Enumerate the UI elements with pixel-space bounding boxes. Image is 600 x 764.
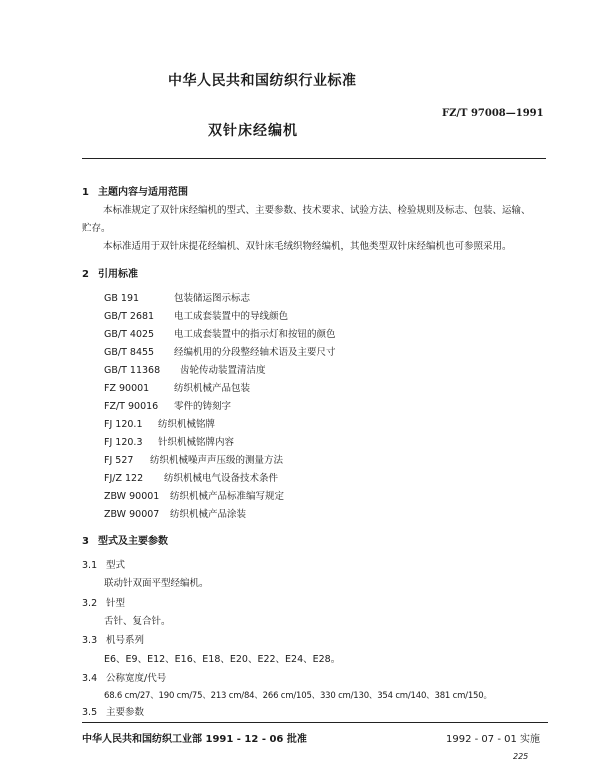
reference-name: 经编机用的分段整经轴术语及主要尺寸 [174,347,336,358]
section-1-paragraph-1-line-1: 本标准规定了双针床经编机的型式、主要参数、技术要求、试验方法、检验规则及标志、包装、运输、 [103,205,531,216]
reference-name: 纺织机械产品涂装 [170,509,247,520]
reference-name: 纺织机械产品包装 [174,383,251,394]
reference-item [104,308,288,322]
subsection-3-3-body: E6、E9、E12、E16、E18、E20、E22、E24、E28。 [104,654,341,665]
subsection-3-1-heading [82,557,125,571]
subsection-title: 公称宽度/代号 [106,673,167,684]
reference-code: FZ 90001 [104,383,150,394]
reference-name: 齿轮传动装置清洁度 [180,365,266,376]
section-2-heading [82,265,138,280]
reference-name: 纺织机械电气设备技术条件 [164,473,279,484]
reference-item [104,470,278,484]
subsection-3-1-body: 联动针双面平型经编机。 [104,578,209,589]
reference-code: FZ/T 90016 [104,401,159,412]
section-1-paragraph-2: 本标准适用于双针床提花经编机、双针床毛绒织物经编机，其他类型双针床经编机也可参照采用。 [103,241,512,252]
subsection-number: 3.1 [82,560,98,571]
reference-code: FJ 527 [104,455,134,466]
reference-item [104,434,234,448]
reference-item [104,362,266,376]
reference-item [104,290,250,304]
issuer-approval: 中华人民共和国纺织工业部 1991 - 12 - 06 批准 [82,734,307,745]
section-number: 3 [82,536,89,547]
reference-code: FJ 120.3 [104,437,143,448]
reference-code: FJ/Z 122 [104,473,144,484]
subsection-title: 型式 [106,560,126,571]
subsection-title: 机号系列 [106,635,145,646]
page-number: 225 [513,752,529,761]
reference-item [104,506,246,520]
subsection-number: 3.2 [82,598,98,609]
top-divider [82,158,546,159]
subsection-title: 主要参数 [106,707,145,718]
subsection-3-5-heading [82,704,144,718]
reference-item [104,452,283,466]
reference-code: FJ 120.1 [104,419,143,430]
reference-name: 纺织机械产品标准编写规定 [170,491,285,502]
reference-code: GB 191 [104,293,140,304]
subsection-number: 3.4 [82,673,98,684]
subsection-number: 3.5 [82,707,98,718]
reference-name: 电工成套装置中的指示灯和按钮的颜色 [174,329,336,340]
reference-name: 电工成套装置中的导线颜色 [174,311,289,322]
reference-item [104,380,250,394]
reference-item [104,488,284,502]
standard-number: FZ/T 97008—1991 [442,108,544,119]
reference-code: GB/T 11368 [104,365,161,376]
section-title: 主题内容与适用范围 [98,187,188,198]
reference-item [104,326,336,340]
bottom-divider [82,722,548,723]
subsection-3-2-heading [82,595,125,609]
reference-name: 纺织机械铭牌 [158,419,216,430]
reference-name: 纺织机械噪声声压级的测量方法 [150,455,284,466]
subsection-3-3-heading [82,632,144,646]
implementation-date: 1992 - 07 - 01 实施 [446,734,541,745]
reference-code: ZBW 90001 [104,491,160,502]
reference-code: GB/T 2681 [104,311,155,322]
reference-name: 包装储运图示标志 [174,293,251,304]
section-number: 1 [82,187,89,198]
reference-code: ZBW 90007 [104,509,160,520]
section-title: 型式及主要参数 [98,536,168,547]
reference-code: GB/T 4025 [104,329,155,340]
reference-item [104,344,336,358]
document-title: 双针床经编机 [208,123,298,139]
reference-item [104,416,215,430]
reference-code: GB/T 8455 [104,347,155,358]
section-title: 引用标准 [98,269,138,280]
subsection-number: 3.3 [82,635,98,646]
section-3-heading [82,532,168,547]
reference-name: 针织机械铭牌内容 [158,437,235,448]
subsection-3-4-body: 68.6 cm/27、190 cm/75、213 cm/84、266 cm/105、330 cm/130、354 cm/140、381 cm/150。 [104,691,492,701]
reference-item [104,398,231,412]
section-number: 2 [82,269,89,280]
section-1-heading [82,183,188,198]
subsection-3-2-body: 舌针、复合针。 [104,616,171,627]
standard-category: 中华人民共和国纺织行业标准 [168,73,357,89]
subsection-title: 针型 [106,598,126,609]
subsection-3-4-heading [82,670,166,684]
reference-name: 零件的铸刻字 [174,401,232,412]
section-1-paragraph-1-line-2: 贮存。 [82,223,111,234]
